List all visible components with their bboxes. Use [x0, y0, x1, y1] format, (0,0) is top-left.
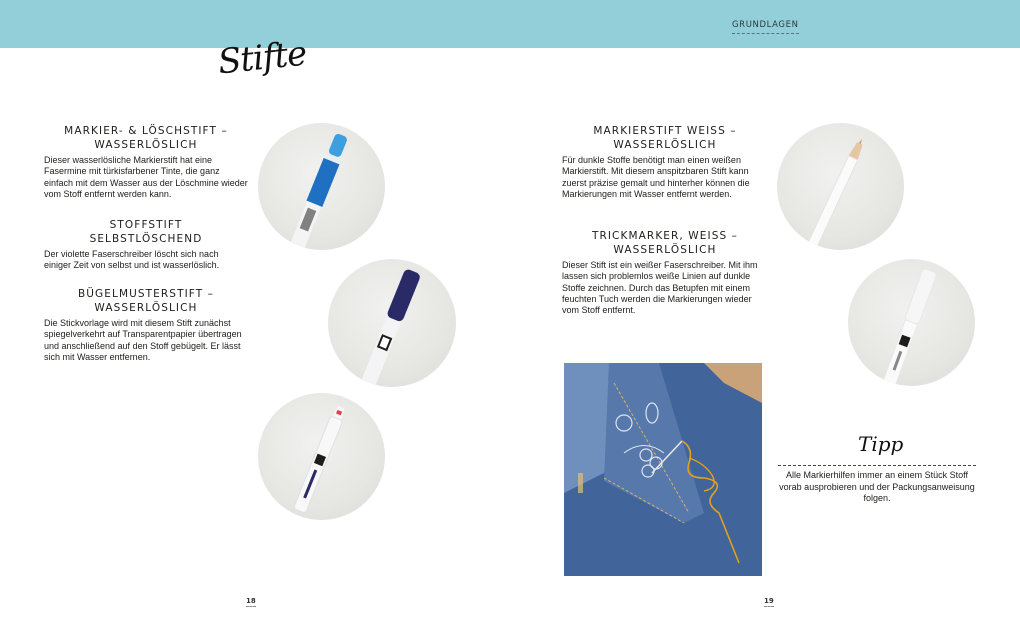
tipp-title: Tipp	[858, 432, 904, 456]
item-text: Die Stickvorlage wird mit diesem Stift zunächst spiegelverkehrt auf Transparentpapier übertragen und anschließend auf den Stoff gebügelt. Er lässt sich mit Wasser entfernen.	[44, 318, 242, 362]
violet-marker-pen-icon	[328, 259, 456, 387]
item-markierstift-weiss	[562, 124, 768, 200]
page-number-left: 18	[246, 597, 256, 605]
item-markier-loeschstift	[44, 124, 248, 200]
blue-marker-pen-icon	[258, 123, 385, 250]
white-pencil-photo	[777, 123, 904, 250]
section-label: GRUNDLAGEN	[732, 20, 799, 34]
item-text: Dieser Stift ist ein weißer Faserschreiber. Mit ihm lassen sich problemlos weiße Linien auf dunkle Stoffe zeichnen. Durch das Betupfen mit einem feuchten Tuch werden die Markierungen wieder vom Stoff entfernt.	[562, 260, 758, 316]
page-number-right: 19	[764, 597, 774, 605]
violet-marker-pen-photo	[328, 259, 456, 387]
tipp-text: Alle Markierhilfen immer an einem Stück Stoff vorab ausprobieren und der Packungsanweisung folgen.	[779, 470, 975, 503]
item-heading: MARKIERSTIFT WEISS – WASSERLÖSLICH	[593, 125, 737, 151]
item-text: Für dunkle Stoffe benötigt man einen weißen Markierstift. Mit diesem anspitzbaren Stift kann zuerst präzise gemalt und hinterher können die Markierungen mit Wasser entfernt werden.	[562, 155, 750, 199]
denim-collar-embroidery-photo	[564, 363, 762, 576]
white-pencil-icon	[777, 123, 904, 250]
item-heading: MARKIER- & LÖSCHSTIFT – WASSERLÖSLICH	[64, 125, 228, 151]
tipp-divider	[778, 465, 976, 466]
item-text: Der violette Faserschreiber löscht sich nach einiger Zeit von selbst und ist wasserlöslich.	[44, 249, 220, 271]
iron-on-transfer-pen-photo	[258, 393, 385, 520]
transfer-pen-icon	[258, 393, 385, 520]
item-buegelmusterstift	[44, 287, 248, 363]
item-heading: BÜGELMUSTERSTIFT – WASSERLÖSLICH	[77, 288, 215, 314]
item-stoffstift	[44, 218, 248, 272]
blue-marker-pen-photo	[258, 123, 385, 250]
white-trickmarker-photo	[848, 259, 975, 386]
item-text: Dieser wasserlösliche Markierstift hat eine Fasermine mit türkisfarbener Tinte, die ganz einfach mit dem Wasser aus der Löschmine wieder vom Stoff entfernt werden kann.	[44, 155, 248, 199]
white-trickmarker-icon	[848, 259, 975, 386]
item-heading: STOFFSTIFT SELBSTLÖSCHEND	[89, 219, 203, 245]
header-bar	[0, 0, 1020, 48]
denim-collar-icon	[564, 363, 762, 576]
item-heading: TRICKMARKER, WEISS – WASSERLÖSLICH	[591, 230, 739, 256]
item-trickmarker-weiss	[562, 229, 768, 316]
page-title: Stifte	[216, 33, 309, 83]
